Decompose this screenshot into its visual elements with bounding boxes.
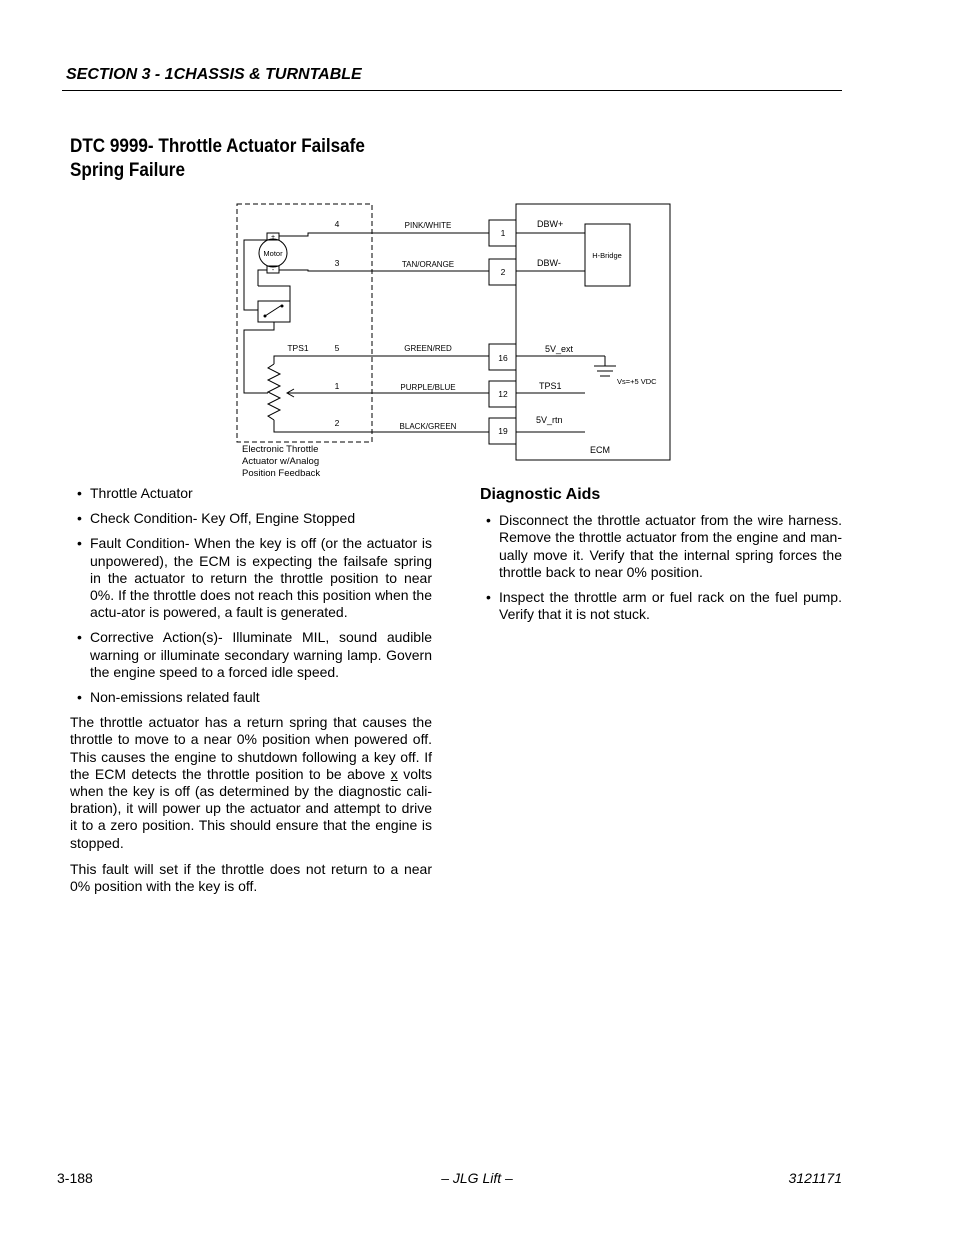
motor-label: Motor (263, 249, 283, 258)
actuator-caption-line: Position Feedback (242, 468, 321, 479)
footer-brand: – JLG Lift – (441, 1170, 513, 1186)
actuator-pin: 2 (334, 418, 340, 428)
list-item: • Check Condition- Key Off, Engine Stopped (70, 510, 432, 527)
wire-color-label: BLACK/GREEN (399, 422, 457, 431)
ecm-signal-label: DBW- (537, 258, 561, 268)
tps-label: TPS1 (287, 343, 309, 353)
wire-color-label: PINK/WHITE (404, 221, 452, 230)
motor-minus-sign: - (271, 267, 275, 274)
list-item: • Fault Condition- When the key is off (or the actuator is unpowered), the ECM is expecting the failsafe spring in the actuator to return the throttle position to near 0%. If the throttle does not reach this position when the actu-ator is powered, a fault is generated. (70, 535, 432, 621)
fault-set-paragraph: This fault will set if the throttle does not return to a near 0% position with the key is off. (70, 860, 432, 895)
ecm-pin: 19 (498, 426, 508, 436)
actuator-pin: 1 (334, 381, 340, 391)
ecm-signal-label: TPS1 (539, 381, 562, 391)
wire-color-label: GREEN/RED (404, 344, 452, 353)
page-number: 3-188 (57, 1170, 93, 1186)
ecm-signal-label: 5V_rtn (536, 415, 563, 425)
actuator-caption-line: Actuator w/Analog (242, 456, 320, 467)
description-paragraph (70, 714, 432, 852)
paragraph-text: volts when the key is off (as determined by the diagnostic cali-bration), it will power up the actuator and attempt to drive it to a zero position. This should ensure that the engine is stopped. (70, 765, 432, 851)
diagnostic-aids-heading: Diagnostic Aids (480, 486, 601, 503)
list-item: • Throttle Actuator (70, 485, 432, 502)
diagnostic-list (480, 512, 842, 623)
section-title: SECTION 3 - 1CHASSIS & TURNTABLE (66, 66, 362, 83)
list-item: • Non-emissions related fault (70, 689, 432, 706)
variable-x: x (390, 765, 398, 782)
actuator-caption-line: Electronic Throttle (242, 444, 319, 455)
ecm-pin: 16 (498, 353, 508, 363)
ecm-label: ECM (590, 445, 610, 455)
list-item: • Corrective Action(s)- Illuminate MIL, sound audible warning or illuminate secondary warning lamp. Govern the engine speed to a forced idle speed. (70, 629, 432, 681)
title-line-1: DTC 9999- Throttle Actuator Failsafe (70, 136, 365, 157)
title-line-2: Spring Failure (70, 160, 185, 181)
motor-plus-sign: + (270, 234, 276, 241)
failsafe-switch (258, 301, 290, 322)
right-column (480, 485, 842, 631)
wiring-diagram (230, 198, 680, 480)
potentiometer-resistor (268, 364, 280, 420)
page-title (70, 135, 365, 183)
condition-list (70, 485, 432, 706)
actuator-pin: 3 (334, 258, 340, 268)
hbridge-label: H-Bridge (592, 251, 622, 260)
ecm-pin: 2 (500, 267, 506, 277)
actuator-pin: 5 (334, 343, 340, 353)
ecm-pin: 12 (498, 389, 508, 399)
actuator-pin: 4 (334, 219, 340, 229)
wire-color-label: TAN/ORANGE (401, 260, 455, 269)
ecm-pin: 1 (500, 228, 506, 238)
document-number: 3121171 (788, 1170, 842, 1186)
wire-color-label: PURPLE/BLUE (400, 383, 456, 392)
list-item: • Disconnect the throttle actuator from the wire harness. Remove the throttle actuator from the engine and man-ually move it. Verify that the internal spring forces the throttle back to near 0% position. (480, 512, 842, 581)
ecm-signal-label: DBW+ (537, 219, 564, 229)
left-column (70, 485, 432, 904)
vs-label: Vs=+5 VDC (617, 377, 657, 386)
page-header (62, 64, 842, 91)
list-item: • Inspect the throttle arm or fuel rack on the fuel pump. Verify that it is not stuck. (480, 589, 842, 623)
ecm-signal-label: 5V_ext (545, 344, 574, 354)
paragraph-text: The throttle actuator has a return spring that causes the throttle to move to a near 0% position when powered off. This causes the engine to shutdown following a key off. If the ECM detects the throttle position to be above (70, 714, 432, 782)
